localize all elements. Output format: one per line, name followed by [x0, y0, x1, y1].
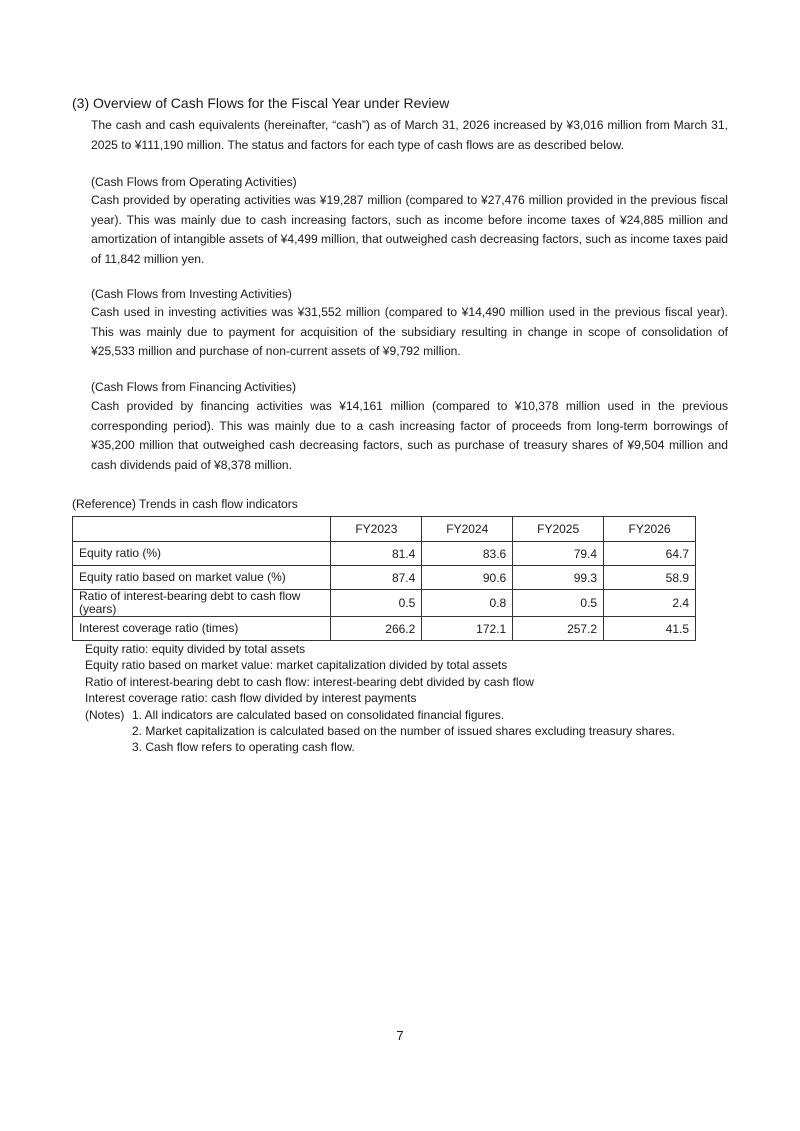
- header-cell: FY2025: [513, 517, 604, 542]
- note-item: 2. Market capitalization is calculated based on the number of issued shares excluding treasury shares.: [132, 724, 675, 739]
- header-cell: [73, 517, 331, 542]
- financing-paragraph: Cash provided by financing activities was ¥14,161 million (compared to ¥10,378 million used in the previous corresponding period). This was mainly due to a cash increasing factor of proceeds from long-term borrowings of ¥35,200 million that outweighed cash decreasing factors, such as purchase of treasury shares of ¥9,504 million and cash dividends paid of ¥8,378 million.: [91, 399, 728, 473]
- definition-item: Interest coverage ratio: cash flow divided by interest payments: [85, 691, 417, 706]
- investing-title: (Cash Flows from Investing Activities): [91, 287, 292, 301]
- header-cell: FY2026: [604, 517, 696, 542]
- value-cell: 172.1: [422, 617, 513, 641]
- value-cell: 81.4: [331, 542, 422, 566]
- value-cell: 2.4: [604, 590, 696, 617]
- definition-item: Equity ratio based on market value: market capitalization divided by total assets: [85, 658, 508, 673]
- value-cell: 41.5: [604, 617, 696, 641]
- notes-label: (Notes): [85, 707, 125, 722]
- operating-paragraph: Cash provided by operating activities was ¥19,287 million (compared to ¥27,476 million provided in the previous fiscal year). This was mainly due to cash increasing factors, such as income before income taxes of ¥24,885 million and amortization of intangible assets of ¥4,499 million, that outweighed cash decreasing factors, such as income taxes paid of 11,842 million yen.: [91, 193, 728, 267]
- value-cell: 0.5: [513, 590, 604, 617]
- note-item: 1. All indicators are calculated based on consolidated financial figures.: [132, 707, 505, 722]
- value-cell: 99.3: [513, 566, 604, 590]
- value-cell: 87.4: [331, 566, 422, 590]
- definition-item: Ratio of interest-bearing debt to cash flow: interest-bearing debt divided by cash flow: [85, 674, 534, 689]
- value-cell: 58.9: [604, 566, 696, 590]
- value-cell: 0.5: [331, 590, 422, 617]
- table-row: [73, 566, 696, 590]
- reference-title: (Reference) Trends in cash flow indicators: [72, 497, 298, 511]
- value-cell: 257.2: [513, 617, 604, 641]
- table-row: [73, 590, 696, 617]
- value-cell: 79.4: [513, 542, 604, 566]
- intro-paragraph: The cash and cash equivalents (hereinafter, “cash”) as of March 31, 2026 increased by ¥3,016 million from March 31, 2025 to ¥111,190 million. The status and factors for each type of cash flows are as described below.: [91, 118, 728, 152]
- definitions-block: [85, 641, 675, 756]
- table-header-row: [73, 517, 696, 542]
- note-item: 3. Cash flow refers to operating cash flow.: [132, 740, 355, 755]
- row-label: Ratio of interest-bearing debt to cash flow (years): [73, 590, 331, 617]
- value-cell: 266.2: [331, 617, 422, 641]
- definition-item: Equity ratio: equity divided by total assets: [85, 642, 306, 656]
- investing-paragraph: Cash used in investing activities was ¥31,552 million (compared to ¥14,490 million used in the previous fiscal year). This was mainly due to payment for acquisition of the subsidiary resulting in change in scope of consolidation of ¥25,533 million and purchase of non-current assets of ¥9,792 million.: [91, 305, 728, 359]
- value-cell: 83.6: [422, 542, 513, 566]
- notes-first-row: [85, 707, 675, 723]
- table-row: [73, 542, 696, 566]
- row-label: Equity ratio (%): [73, 542, 331, 566]
- table-row: [73, 617, 696, 641]
- section-heading: (3) Overview of Cash Flows for the Fiscal Year under Review: [72, 95, 450, 111]
- operating-title: (Cash Flows from Operating Activities): [91, 175, 297, 189]
- financing-title: (Cash Flows from Financing Activities): [91, 380, 296, 394]
- value-cell: 64.7: [604, 542, 696, 566]
- header-cell: FY2024: [422, 517, 513, 542]
- value-cell: 90.6: [422, 566, 513, 590]
- row-label: Equity ratio based on market value (%): [73, 566, 331, 590]
- page-number: 7: [396, 1028, 404, 1043]
- cash-flow-indicators-table: [72, 516, 696, 641]
- header-cell: FY2023: [331, 517, 422, 542]
- row-label: Interest coverage ratio (times): [73, 617, 331, 641]
- value-cell: 0.8: [422, 590, 513, 617]
